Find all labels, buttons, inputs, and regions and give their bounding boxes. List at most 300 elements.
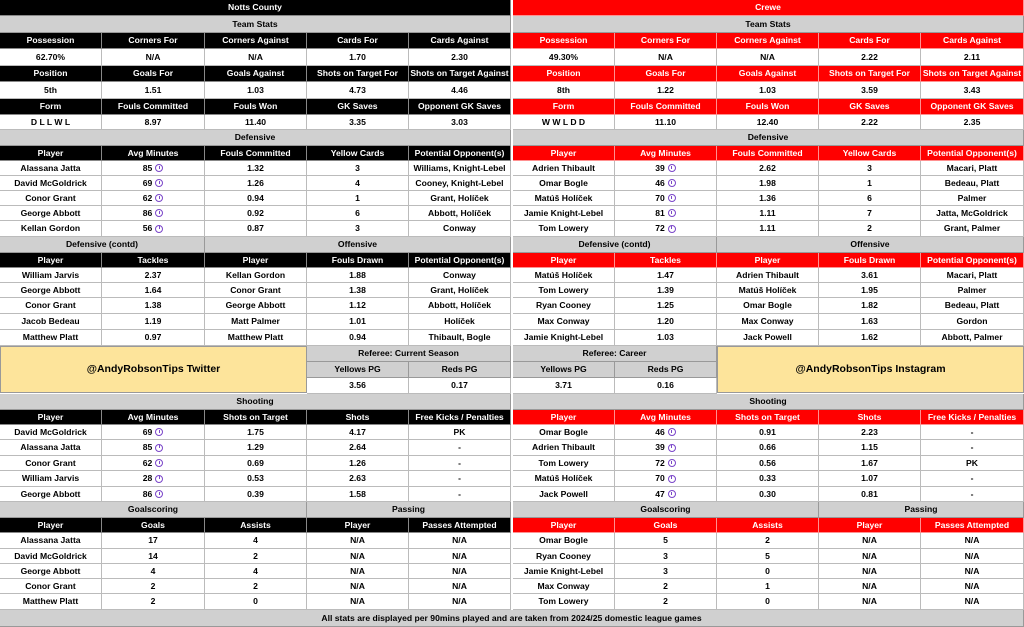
right-shooting-cell: [819, 440, 921, 456]
left-goalscoring-cell: [0, 594, 102, 610]
referee-career-value: [615, 378, 717, 394]
right-team-stat-header: [819, 33, 921, 49]
left-offensive-cell: [409, 283, 511, 298]
left-team-stat-header: [102, 66, 205, 82]
right-team-stat-value: [513, 82, 615, 99]
right-offensive-cell-text: Macari, Platt: [946, 269, 998, 280]
left-team-stat-value: [0, 82, 102, 99]
left-goalscoring-cell-text: 2: [253, 580, 258, 591]
left-shooting-header-text: Player: [37, 411, 64, 422]
right-goalscoring-header-text: Player: [550, 519, 577, 530]
referee-current-value-text: 0.17: [451, 380, 468, 391]
left-defensive-cell-text: 3: [355, 162, 360, 173]
left-team-stat-header-text: Cards For: [337, 35, 378, 46]
right-shooting-cell-text: 1.15: [861, 442, 878, 453]
left-defensive-header-text: Avg Minutes: [127, 147, 179, 158]
left-team-stat-value-text: N/A: [145, 51, 161, 62]
right-offensive-cell-text: Adrien Thibault: [735, 269, 800, 280]
right-defensive-header-text: Avg Minutes: [640, 147, 691, 158]
left-team-stats-title: [0, 16, 511, 33]
right-defensive-cell-text: 1.11: [759, 207, 776, 218]
right-team-stat-value-text: 3.59: [861, 84, 878, 95]
right-defensive-cell-text: Tom Lowery: [538, 223, 589, 234]
right-team-stat-header: [819, 66, 921, 82]
left-defensive-cell-text: 0.87: [247, 223, 264, 234]
referee-current-header-text: Reds PG: [441, 364, 478, 375]
left-defensive-cell-text: George Abbott: [20, 207, 81, 218]
right-defensive-cell: [717, 221, 819, 237]
left-passing-cell: [409, 564, 511, 579]
left-passing-cell-text: N/A: [350, 596, 365, 607]
left-defensive-cell-text: 3: [355, 223, 360, 234]
left-passing-cell: [307, 533, 409, 549]
right-defensive-cell-text: 1: [867, 177, 872, 188]
right-shooting-cell: [615, 440, 717, 456]
right-offensive-cell-text: Abbott, Palmer: [941, 332, 1003, 343]
right-shooting-cell: [717, 440, 819, 456]
left-defensive-contd-cell: [0, 314, 102, 330]
right-defensive-contd-header-text: Tackles: [650, 254, 681, 265]
right-team-stat-value-text: 2.11: [963, 51, 981, 62]
right-passing-cell-text: N/A: [964, 580, 980, 591]
left-offensive-cell: [205, 298, 307, 314]
left-goalscoring-cell: [102, 533, 205, 549]
left-offensive-cell: [307, 298, 409, 314]
left-goalscoring-header: [0, 518, 102, 533]
right-defensive-contd-title-text: Defensive (contd): [578, 239, 651, 250]
left-goalscoring-cell: [0, 564, 102, 579]
right-defensive-contd-cell: [513, 283, 615, 298]
left-shooting-header-text: Avg Minutes: [127, 411, 179, 422]
stopwatch-icon: [155, 444, 163, 452]
referee-career-title-text: Referee: Career: [582, 348, 647, 359]
left-offensive-cell: [409, 330, 511, 346]
right-offensive-cell-text: 3.61: [861, 269, 878, 280]
right-goalscoring-header-text: Goals: [653, 519, 678, 530]
right-shooting-cell-text: 46: [655, 426, 665, 437]
left-shooting-cell-text: 4.17: [349, 426, 366, 437]
left-passing-title-text: Passing: [392, 504, 425, 515]
right-goalscoring-cell-text: 1: [765, 580, 770, 591]
left-defensive-cell: [409, 191, 511, 206]
right-team-name-text: Crewe: [755, 2, 781, 13]
right-team-stat-header: [921, 66, 1024, 82]
right-defensive-cell: [921, 176, 1024, 191]
left-passing-cell: [307, 594, 409, 610]
left-defensive-cell: [205, 191, 307, 206]
left-passing-header-text: Player: [344, 519, 371, 530]
right-defensive-cell-text: 1.36: [759, 192, 776, 203]
left-team-stat-value-text: 1.70: [349, 51, 366, 62]
right-shooting-cell: [921, 456, 1024, 471]
left-shooting-cell-text: 1.58: [349, 488, 366, 499]
left-team-stat-value: [205, 49, 307, 66]
right-passing-cell-text: N/A: [862, 580, 877, 591]
left-defensive-cell-text: 1: [355, 192, 360, 203]
left-team-stat-header-text: Form: [39, 101, 62, 112]
instagram-promo: [717, 346, 1024, 393]
right-team-stat-header-text: Fouls Committed: [630, 101, 701, 112]
stopwatch-icon: [155, 225, 163, 233]
right-defensive-cell-text: 81: [655, 207, 665, 218]
right-shooting-cell: [819, 456, 921, 471]
referee-current-title: [307, 346, 511, 362]
left-shooting-cell: [0, 471, 102, 487]
instagram-promo-text: @AndyRobsonTips Instagram: [795, 363, 946, 376]
left-defensive-cell: [307, 206, 409, 221]
left-passing-cell: [409, 533, 511, 549]
right-shooting-cell-text: 0.30: [759, 488, 776, 499]
right-team-stat-value: [717, 49, 819, 66]
referee-current-title-text: Referee: Current Season: [358, 348, 459, 359]
left-shooting-cell: [0, 487, 102, 502]
left-shooting-cell-text: 0.69: [247, 457, 264, 468]
right-passing-cell: [819, 549, 921, 564]
right-defensive-contd-cell: [615, 268, 717, 283]
right-team-stats-title: [513, 16, 1024, 33]
stopwatch-icon: [668, 164, 676, 172]
right-team-stat-header-text: GK Saves: [849, 101, 890, 112]
left-shooting-cell-text: William Jarvis: [21, 473, 80, 484]
left-team-stat-value: [0, 115, 102, 130]
right-passing-cell-text: N/A: [964, 565, 980, 576]
left-defensive-cell: [307, 176, 409, 191]
left-team-stat-header-text: GK Saves: [337, 101, 378, 112]
left-offensive-cell: [409, 314, 511, 330]
left-defensive-cell: [409, 161, 511, 176]
right-shooting-cell-text: Adrien Thibault: [531, 442, 596, 453]
right-team-stat-value-text: W W L D D: [541, 116, 586, 127]
right-shooting-cell-text: 0.66: [759, 442, 776, 453]
referee-current-header: [409, 362, 511, 378]
right-passing-cell: [921, 564, 1024, 579]
right-shooting-cell: [513, 440, 615, 456]
right-team-stat-header: [819, 99, 921, 115]
right-defensive-contd-header: [615, 253, 717, 268]
left-offensive-title: [205, 237, 511, 253]
right-defensive-contd-cell-text: Jamie Knight-Lebel: [523, 332, 604, 343]
left-defensive-cell-text: Alassana Jatta: [20, 162, 81, 173]
left-defensive-cell: [102, 161, 205, 176]
left-team-stat-value: [307, 115, 409, 130]
left-defensive-header-text: Player: [37, 147, 64, 158]
right-defensive-cell: [513, 176, 615, 191]
left-offensive-header-text: Potential Opponent(s): [414, 254, 505, 265]
right-offensive-cell: [921, 268, 1024, 283]
left-passing-title: [307, 502, 511, 518]
stopwatch-icon: [155, 490, 163, 498]
left-goalscoring-cell: [0, 533, 102, 549]
right-passing-cell-text: N/A: [862, 565, 877, 576]
stopwatch-icon: [155, 209, 163, 217]
left-goalscoring-cell: [205, 579, 307, 594]
left-shooting-cell-text: -: [458, 457, 461, 468]
left-team-stat-value-text: 8.97: [144, 116, 162, 127]
right-shooting-cell-text: -: [970, 488, 974, 499]
left-shooting-cell: [409, 471, 511, 487]
left-shooting-header-text: Shots on Target: [223, 411, 288, 422]
left-shooting-cell-text: 0.39: [247, 488, 264, 499]
right-shooting-cell: [615, 425, 717, 440]
right-defensive-title: [513, 130, 1024, 146]
right-defensive-contd-cell-text: Ryan Cooney: [536, 300, 591, 311]
right-team-stat-header: [921, 33, 1024, 49]
left-goalscoring-cell: [102, 549, 205, 564]
left-passing-cell-text: N/A: [350, 535, 365, 546]
left-offensive-header: [205, 253, 307, 268]
left-team-stat-value-text: 5th: [44, 84, 57, 95]
right-shooting-cell: [921, 487, 1024, 502]
right-defensive-contd-header-text: Player: [550, 254, 577, 265]
right-offensive-cell-text: Max Conway: [741, 316, 794, 327]
left-goalscoring-cell-text: Alassana Jatta: [20, 535, 81, 546]
right-offensive-cell-text: 1.62: [861, 332, 878, 343]
right-team-stat-value: [921, 49, 1024, 66]
left-defensive-header-text: Potential Opponent(s): [414, 147, 505, 158]
right-shooting-cell: [513, 456, 615, 471]
left-defensive-cell-text: 1.26: [247, 177, 264, 188]
right-defensive-cell: [615, 206, 717, 221]
right-goalscoring-header: [615, 518, 717, 533]
left-defensive-contd-header-text: Player: [37, 254, 64, 265]
right-offensive-cell-text: Bedeau, Platt: [944, 300, 1000, 311]
right-defensive-cell-text: 2: [867, 223, 872, 234]
left-goalscoring-cell-text: Conor Grant: [25, 580, 76, 591]
right-defensive-cell-text: 1.11: [759, 223, 776, 234]
left-defensive-cell: [205, 161, 307, 176]
right-goalscoring-cell-text: Tom Lowery: [538, 596, 589, 607]
left-shooting-cell-text: Conor Grant: [25, 457, 76, 468]
right-shooting-cell: [717, 425, 819, 440]
right-offensive-cell-text: Gordon: [956, 316, 988, 327]
right-defensive-cell: [615, 221, 717, 237]
left-team-stats-title-text: Team Stats: [232, 18, 278, 29]
right-team-stat-header-text: Goals Against: [738, 68, 797, 79]
right-defensive-cell-text: 7: [867, 207, 872, 218]
left-defensive-contd-cell: [0, 298, 102, 314]
left-defensive-cell-text: Grant, Holíček: [430, 192, 489, 203]
left-goalscoring-cell-text: David McGoldrick: [14, 550, 87, 561]
left-shooting-cell: [205, 487, 307, 502]
left-team-stat-header: [409, 99, 511, 115]
right-offensive-title: [717, 237, 1024, 253]
left-defensive-cell: [102, 191, 205, 206]
left-goalscoring-title-text: Goalscoring: [127, 504, 179, 515]
left-defensive-contd-cell: [102, 268, 205, 283]
left-team-stat-header: [0, 33, 102, 49]
left-defensive-cell: [102, 221, 205, 237]
stopwatch-icon: [155, 164, 163, 172]
left-offensive-header: [307, 253, 409, 268]
left-defensive-cell: [205, 206, 307, 221]
left-defensive-cell-text: 4: [355, 177, 360, 188]
stopwatch-icon: [668, 428, 676, 436]
left-offensive-cell-text: Grant, Holíček: [430, 284, 489, 295]
right-goalscoring-cell-text: 5: [663, 535, 668, 546]
right-defensive-contd-title: [513, 237, 717, 253]
left-offensive-cell: [205, 268, 307, 283]
left-offensive-cell: [205, 283, 307, 298]
right-defensive-header-text: Potential Opponent(s): [927, 147, 1017, 158]
right-team-stat-header-text: Corners For: [640, 35, 691, 46]
left-goalscoring-cell: [205, 564, 307, 579]
left-shooting-cell: [205, 471, 307, 487]
left-offensive-cell: [205, 314, 307, 330]
left-shooting-cell: [307, 425, 409, 440]
right-team-stat-header: [615, 99, 717, 115]
left-team-stat-value-text: 4.73: [349, 84, 366, 95]
right-offensive-cell: [717, 330, 819, 346]
left-shooting-header: [409, 410, 511, 425]
left-team-stat-header: [0, 66, 102, 82]
right-shooting-header: [921, 410, 1024, 425]
left-defensive-header: [0, 146, 102, 161]
left-passing-cell-text: N/A: [350, 580, 365, 591]
right-offensive-cell-text: 1.95: [861, 284, 878, 295]
right-shooting-title-text: Shooting: [749, 396, 787, 407]
right-defensive-header-text: Yellow Cards: [842, 147, 897, 158]
right-shooting-cell-text: 47: [655, 488, 665, 499]
right-shooting-cell-text: 2.23: [861, 426, 878, 437]
referee-current-value-text: 3.56: [349, 380, 366, 391]
left-defensive-cell-text: Williams, Knight-Lebel: [413, 162, 506, 173]
left-goalscoring-cell: [205, 594, 307, 610]
left-defensive-cell-text: 85: [142, 162, 153, 173]
right-team-stat-header: [513, 33, 615, 49]
left-passing-cell-text: N/A: [452, 596, 467, 607]
left-offensive-cell-text: 0.94: [349, 332, 366, 343]
right-offensive-cell: [717, 298, 819, 314]
left-defensive-contd-cell-text: 1.38: [144, 300, 162, 311]
referee-career-header-text: Reds PG: [647, 364, 684, 375]
right-defensive-cell: [921, 206, 1024, 221]
referee-career-header-text: Yellows PG: [540, 364, 587, 375]
right-team-stat-value: [717, 115, 819, 130]
left-defensive-contd-cell: [0, 283, 102, 298]
left-passing-cell: [409, 594, 511, 610]
right-offensive-header: [819, 253, 921, 268]
left-defensive-cell-text: David McGoldrick: [14, 177, 87, 188]
right-goalscoring-cell: [615, 579, 717, 594]
right-goalscoring-cell-text: Jamie Knight-Lebel: [523, 565, 604, 576]
left-shooting-cell: [102, 440, 205, 456]
right-defensive-contd-cell: [513, 330, 615, 346]
left-shooting-cell: [205, 440, 307, 456]
left-passing-header: [409, 518, 511, 533]
right-defensive-contd-cell-text: 1.39: [657, 284, 674, 295]
referee-career-header: [615, 362, 717, 378]
right-team-stat-value-text: 2.22: [861, 116, 878, 127]
right-shooting-cell-text: -: [970, 473, 974, 484]
right-defensive-header: [513, 146, 615, 161]
right-defensive-header: [921, 146, 1024, 161]
left-goalscoring-header-text: Goals: [141, 519, 165, 530]
right-team-stat-value-text: 1.22: [657, 84, 674, 95]
left-defensive-contd-cell: [102, 314, 205, 330]
right-team-stat-header-text: Cards For: [849, 35, 890, 46]
right-team-stat-value-text: 12.40: [756, 116, 779, 127]
footer-note: [0, 610, 1024, 627]
left-goalscoring-header-text: Assists: [240, 519, 271, 530]
right-offensive-cell-text: Palmer: [957, 284, 987, 295]
left-defensive-header: [205, 146, 307, 161]
right-team-stat-value-text: N/A: [760, 51, 775, 62]
right-team-stat-header: [717, 99, 819, 115]
right-defensive-cell-text: Palmer: [957, 192, 987, 203]
left-team-stat-value: [102, 82, 205, 99]
left-defensive-cell: [102, 176, 205, 191]
right-shooting-cell: [717, 456, 819, 471]
right-offensive-header: [717, 253, 819, 268]
right-defensive-cell: [513, 221, 615, 237]
left-shooting-header: [307, 410, 409, 425]
right-team-stat-header-text: Position: [546, 68, 581, 79]
left-goalscoring-title: [0, 502, 307, 518]
right-defensive-cell-text: 1.98: [759, 177, 776, 188]
right-defensive-cell: [819, 191, 921, 206]
left-offensive-cell-text: Matt Palmer: [231, 316, 280, 327]
right-shooting-header-text: Shots: [857, 411, 882, 422]
left-team-stat-header: [307, 66, 409, 82]
right-defensive-header: [717, 146, 819, 161]
right-defensive-header: [819, 146, 921, 161]
right-passing-cell: [819, 594, 921, 610]
left-defensive-cell-text: Cooney, Knight-Lebel: [415, 177, 504, 188]
right-passing-cell: [921, 549, 1024, 564]
referee-current-header-text: Yellows PG: [334, 364, 381, 375]
left-shooting-cell: [409, 440, 511, 456]
left-offensive-cell-text: Abbott, Holíček: [427, 300, 492, 311]
left-team-stat-value-text: 4.46: [451, 84, 468, 95]
right-shooting-cell-text: 0.33: [759, 473, 776, 484]
right-shooting-cell: [717, 471, 819, 487]
left-offensive-cell: [307, 268, 409, 283]
left-team-stat-header-text: Corners For: [128, 35, 178, 46]
left-shooting-header: [0, 410, 102, 425]
left-team-stat-header: [0, 99, 102, 115]
right-defensive-contd-cell-text: Tom Lowery: [538, 284, 589, 295]
stopwatch-icon: [155, 428, 163, 436]
right-shooting-header: [615, 410, 717, 425]
left-team-stat-header: [307, 33, 409, 49]
right-offensive-header-text: Potential Opponent(s): [927, 254, 1017, 265]
right-shooting-cell: [921, 440, 1024, 456]
left-defensive-cell: [307, 191, 409, 206]
left-passing-cell-text: N/A: [452, 565, 467, 576]
stopwatch-icon: [668, 444, 676, 452]
left-shooting-cell: [409, 487, 511, 502]
left-team-stat-value-text: N/A: [248, 51, 263, 62]
left-goalscoring-cell: [102, 579, 205, 594]
right-goalscoring-title-text: Goalscoring: [640, 504, 691, 515]
right-offensive-cell: [819, 330, 921, 346]
left-shooting-cell: [102, 471, 205, 487]
right-defensive-header-text: Fouls Committed: [732, 147, 803, 158]
right-goalscoring-header: [513, 518, 615, 533]
right-goalscoring-cell: [717, 564, 819, 579]
referee-career-header: [513, 362, 615, 378]
referee-current-value: [307, 378, 409, 394]
left-team-stat-header: [102, 33, 205, 49]
stopwatch-icon: [155, 475, 163, 483]
right-shooting-header-text: Avg Minutes: [640, 411, 691, 422]
right-defensive-cell-text: Matúš Holíček: [534, 192, 593, 203]
right-team-stat-header-text: Possession: [539, 35, 588, 46]
left-goalscoring-cell: [205, 549, 307, 564]
left-defensive-header-text: Fouls Committed: [220, 147, 291, 158]
right-team-stat-header: [717, 33, 819, 49]
left-team-stat-header-text: Shots on Target For: [316, 68, 398, 79]
